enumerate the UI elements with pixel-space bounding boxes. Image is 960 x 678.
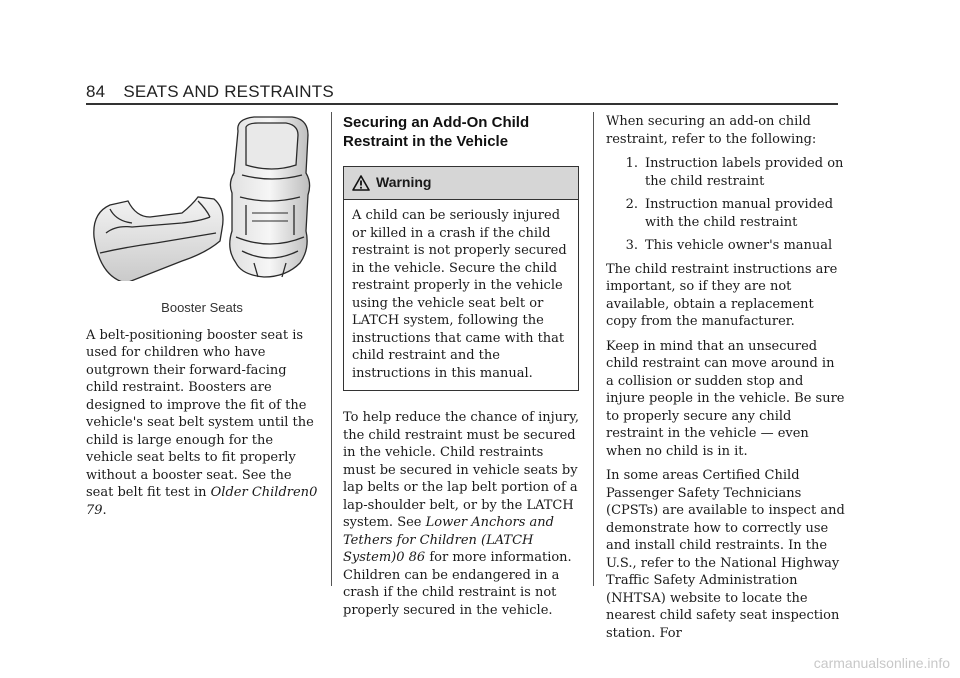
list-item: 2. Instruction manual provided with the child restraint [625,197,834,230]
figure-caption: Booster Seats [161,300,243,315]
header-rule [86,103,838,105]
high-back-booster-icon [230,117,310,277]
column-divider-2 [593,112,594,586]
column-2 [343,113,579,626]
page-header [86,82,838,104]
watermark: carmanualsonline.info [813,655,950,671]
latch-system-link[interactable]: Lower Anchors and Tethers for Children (LATCH System) [343,515,554,565]
warning-box [343,166,579,391]
booster-seats-illustration [86,113,318,281]
list-item: 3. This vehicle owner's manual [625,238,833,253]
backless-booster-icon [94,197,223,281]
page-number: 84 [86,82,106,101]
warning-triangle-icon [352,175,370,191]
booster-paragraph: A belt-positioning booster seat is used for children who have outgrown their forward-facing child restraint. Boosters are designed to improve the fit of the vehicle's seat belt system until the child is large enough for the vehicle seat belts to fit properly without a booster seat. See the seat belt fit test in Older Children0 79. [86,327,318,518]
page-ref-79[interactable]: 0 79 [86,485,318,518]
warning-text: A child can be seriously injured or killed in a crash if the child restraint is not properly secured in the vehicle. Secure the child restraint properly in the vehicle using the vehicle seat belt or LATCH system, following the instructions that came with that child restraint and the instructions in this manual. [352,208,567,381]
cpst-paragraph: In some areas Certified Child Passenger Safety Technicians (CPSTs) are available to inspect and demonstrate how to correctly use and install child restraints. In the U.S., refer to the National Highway Traffic Safety Administration (NHTSA) website to locate the nearest child safety seat inspection station. For [606,468,845,641]
unsecured-paragraph: Keep in mind that an unsecured child restraint can move around in a collision or sudden stop and injure people in the vehicle. Be sure to properly secure any child restraint in the vehicle — even when no child is in it. [606,338,845,459]
warning-body [344,200,578,390]
section-heading: Securing an Add-On Child Restraint in the Vehicle [343,114,530,150]
warning-header [344,167,578,200]
intro-paragraph: When securing an add-on child restraint, refer to the following: [606,114,817,147]
list-item: 1. Instruction labels provided on the child restraint [625,156,844,189]
older-children-link[interactable]: Older Children [210,485,310,500]
instructions-paragraph: The child restraint instructions are important, so if they are not available, obtain a replacement copy from the manufacturer. [606,261,838,329]
reference-list [606,155,846,255]
column-divider-1 [331,112,332,586]
section-title: SEATS AND RESTRAINTS [123,82,334,101]
securing-paragraph: To help reduce the chance of injury, the child restraint must be secured in the vehicle. Child restraints must be secured in vehicle seats by lap belts or the lap belt portion of a lap-shoulder belt, or by the LATCH system. See Lower Anchors and Tethers for Children (LATCH System)0 86 for more information. Children can be endangered in a crash if the child restraint is not properly secured in the vehicle. [343,410,579,618]
page-ref-86[interactable]: 0 86 [396,550,426,565]
warning-label: Warning [376,174,432,191]
column-1 [86,113,318,526]
column-3 [606,113,846,649]
